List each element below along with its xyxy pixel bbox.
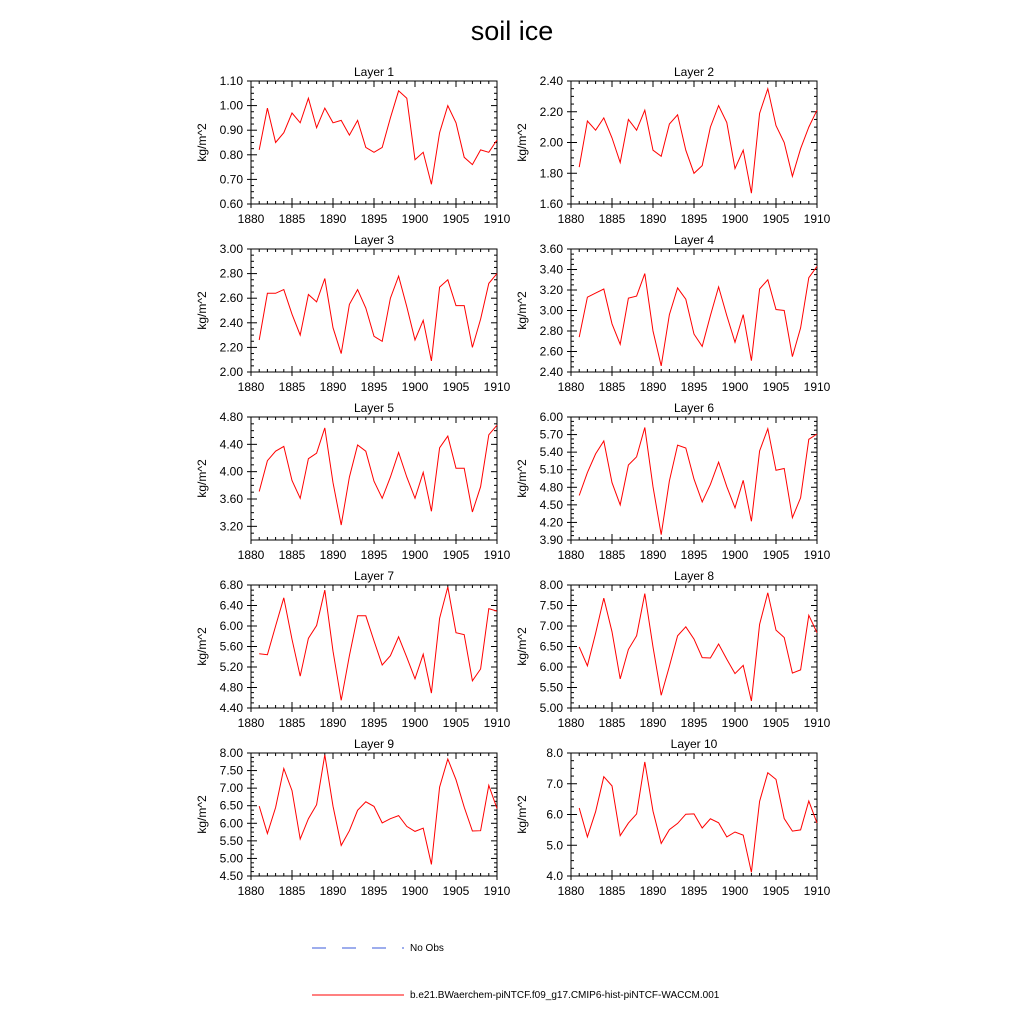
y-axis-label: kg/m^2 [515, 627, 529, 666]
y-tick-label: 2.20 [539, 104, 563, 119]
y-axis-label: kg/m^2 [195, 459, 209, 498]
panel-title: Layer 6 [673, 401, 715, 415]
y-tick-label: 6.50 [219, 798, 243, 813]
y-tick-label: 1.80 [539, 166, 563, 181]
x-tick-label: 1905 [762, 380, 790, 394]
x-tick-label: 1885 [598, 716, 626, 730]
y-tick-label: 5.00 [219, 851, 243, 866]
x-tick-label: 1880 [557, 716, 585, 730]
x-tick-label: 1885 [598, 548, 626, 562]
y-tick-label: 6.00 [539, 660, 563, 674]
x-tick-label: 1905 [762, 716, 790, 730]
x-tick-label: 1880 [557, 548, 585, 562]
y-tick-label: 3.00 [219, 242, 243, 256]
x-tick-label: 1905 [442, 548, 470, 562]
x-tick-label: 1910 [803, 884, 831, 898]
x-tick-label: 1880 [237, 548, 265, 562]
panel-title: Layer 1 [353, 65, 395, 79]
x-tick-label: 1895 [680, 380, 708, 394]
y-tick-label: 4.50 [539, 497, 563, 512]
x-tick-label: 1905 [762, 884, 790, 898]
y-tick-label: 8.00 [219, 746, 243, 760]
plot-frame [251, 417, 497, 540]
y-tick-label: 6.00 [219, 816, 243, 831]
y-axis-label: kg/m^2 [515, 291, 529, 330]
series-line [259, 91, 497, 185]
x-tick-label: 1900 [401, 716, 429, 730]
panel-title: Layer 7 [353, 569, 395, 583]
y-axis-label: kg/m^2 [195, 627, 209, 666]
series-line [579, 593, 817, 701]
series-line [259, 274, 497, 361]
series-line [259, 425, 497, 525]
x-tick-label: 1880 [237, 884, 265, 898]
series-line [579, 266, 817, 366]
x-tick-label: 1890 [319, 884, 347, 898]
y-tick-label: 0.70 [219, 172, 243, 187]
x-tick-label: 1900 [721, 548, 749, 562]
y-tick-label: 5.00 [539, 701, 563, 715]
y-tick-label: 7.50 [219, 763, 243, 778]
chart-panel-1 [195, 65, 511, 226]
x-tick-label: 1890 [639, 884, 667, 898]
plot-frame [571, 81, 817, 204]
series-line [579, 89, 817, 194]
y-tick-label: 2.60 [219, 291, 243, 306]
series-line [579, 428, 817, 535]
x-tick-label: 1880 [237, 716, 265, 730]
y-tick-label: 2.00 [539, 135, 563, 150]
y-tick-label: 3.20 [219, 519, 243, 534]
y-tick-label: 2.40 [539, 365, 563, 379]
y-tick-label: 4.40 [219, 437, 243, 452]
y-tick-label: 5.70 [539, 427, 563, 442]
x-tick-label: 1900 [401, 212, 429, 226]
x-tick-label: 1905 [442, 716, 470, 730]
x-tick-label: 1910 [483, 380, 511, 394]
series-line [259, 587, 497, 700]
x-tick-label: 1910 [483, 548, 511, 562]
x-tick-label: 1895 [360, 884, 388, 898]
y-tick-label: 4.80 [539, 480, 563, 495]
plot-frame [571, 585, 817, 708]
plot-frame [251, 753, 497, 876]
legend-model-label: b.e21.BWaerchem-piNTCF.f09_g17.CMIP6-hist-piNTCF-WACCM.001 [410, 990, 720, 1001]
x-tick-label: 1885 [278, 548, 306, 562]
y-tick-label: 4.40 [219, 701, 243, 715]
chart-panel-10 [515, 737, 831, 898]
y-tick-label: 5.0 [546, 838, 563, 853]
x-tick-label: 1900 [721, 212, 749, 226]
y-tick-label: 4.50 [219, 869, 243, 883]
figure-title: soil ice [470, 16, 554, 46]
x-tick-label: 1885 [598, 884, 626, 898]
y-tick-label: 5.40 [539, 445, 563, 460]
x-tick-label: 1890 [639, 212, 667, 226]
panel-title: Layer 5 [353, 401, 395, 415]
y-axis-label: kg/m^2 [195, 795, 209, 834]
x-tick-label: 1890 [639, 380, 667, 394]
x-tick-label: 1885 [598, 380, 626, 394]
chart-panel-8 [515, 569, 831, 730]
x-tick-label: 1905 [762, 212, 790, 226]
x-tick-label: 1900 [721, 716, 749, 730]
y-tick-label: 5.20 [219, 660, 243, 674]
panel-title: Layer 2 [673, 65, 715, 79]
y-tick-label: 2.40 [539, 74, 563, 88]
y-tick-label: 7.50 [539, 598, 563, 613]
plot-frame [251, 249, 497, 372]
x-tick-label: 1895 [680, 716, 708, 730]
x-tick-label: 1900 [721, 884, 749, 898]
x-tick-label: 1890 [319, 212, 347, 226]
y-tick-label: 6.00 [219, 619, 243, 633]
x-tick-label: 1885 [598, 212, 626, 226]
x-tick-label: 1895 [360, 212, 388, 226]
x-tick-label: 1905 [442, 380, 470, 394]
y-tick-label: 8.00 [539, 578, 563, 592]
y-tick-label: 4.00 [219, 464, 243, 479]
x-tick-label: 1890 [319, 548, 347, 562]
y-tick-label: 2.00 [219, 365, 243, 379]
y-axis-label: kg/m^2 [195, 123, 209, 162]
y-tick-label: 2.60 [539, 344, 563, 359]
x-tick-label: 1895 [680, 884, 708, 898]
x-tick-label: 1910 [803, 380, 831, 394]
x-tick-label: 1900 [721, 380, 749, 394]
x-tick-label: 1910 [483, 884, 511, 898]
y-tick-label: 3.40 [539, 262, 563, 277]
chart-panel-2 [515, 65, 831, 226]
x-tick-label: 1910 [803, 716, 831, 730]
x-tick-label: 1890 [319, 716, 347, 730]
x-tick-label: 1890 [639, 548, 667, 562]
x-tick-label: 1895 [680, 548, 708, 562]
y-tick-label: 0.80 [219, 147, 243, 162]
x-tick-label: 1890 [639, 716, 667, 730]
y-tick-label: 3.20 [539, 283, 563, 297]
series-line [259, 755, 497, 865]
x-tick-label: 1910 [803, 212, 831, 226]
chart-panel-5 [195, 401, 511, 562]
y-tick-label: 6.50 [539, 639, 563, 654]
x-tick-label: 1900 [401, 884, 429, 898]
y-tick-label: 4.20 [539, 515, 563, 530]
y-axis-label: kg/m^2 [195, 291, 209, 330]
x-tick-label: 1910 [803, 548, 831, 562]
series-line [579, 762, 817, 872]
x-tick-label: 1905 [442, 884, 470, 898]
y-tick-label: 5.50 [219, 833, 243, 848]
x-tick-label: 1905 [762, 548, 790, 562]
x-tick-label: 1895 [680, 212, 708, 226]
legend-obs-label: No Obs [410, 943, 444, 954]
chart-panel-3 [195, 233, 511, 394]
x-tick-label: 1880 [237, 380, 265, 394]
x-tick-label: 1905 [442, 212, 470, 226]
x-tick-label: 1880 [557, 380, 585, 394]
y-tick-label: 6.00 [539, 410, 563, 424]
y-tick-label: 7.00 [219, 781, 243, 796]
x-tick-label: 1880 [557, 884, 585, 898]
y-tick-label: 2.20 [219, 340, 243, 355]
chart-panel-4 [515, 233, 831, 394]
chart-panel-9 [195, 737, 511, 898]
y-tick-label: 4.0 [546, 869, 563, 883]
y-tick-label: 1.00 [219, 98, 243, 113]
panel-title: Layer 3 [353, 233, 395, 247]
y-tick-label: 8.0 [546, 746, 563, 760]
y-tick-label: 6.40 [219, 598, 243, 613]
x-tick-label: 1895 [360, 716, 388, 730]
y-tick-label: 5.50 [539, 680, 563, 695]
y-axis-label: kg/m^2 [515, 795, 529, 834]
y-tick-label: 5.60 [219, 639, 243, 654]
x-tick-label: 1910 [483, 212, 511, 226]
x-tick-label: 1880 [237, 212, 265, 226]
y-tick-label: 2.80 [539, 324, 563, 338]
panel-title: Layer 4 [673, 233, 715, 247]
panel-title: Layer 10 [670, 737, 718, 751]
x-tick-label: 1885 [278, 212, 306, 226]
y-tick-label: 2.80 [219, 266, 243, 281]
x-tick-label: 1895 [360, 548, 388, 562]
x-tick-label: 1895 [360, 380, 388, 394]
chart-panel-6 [515, 401, 831, 562]
y-tick-label: 0.60 [219, 197, 243, 211]
y-tick-label: 7.00 [539, 619, 563, 633]
y-tick-label: 4.80 [219, 410, 243, 424]
x-tick-label: 1910 [483, 716, 511, 730]
x-tick-label: 1885 [278, 380, 306, 394]
y-tick-label: 6.0 [546, 807, 563, 822]
y-tick-label: 0.90 [219, 123, 243, 138]
x-tick-label: 1890 [319, 380, 347, 394]
y-tick-label: 2.40 [219, 315, 243, 330]
y-tick-label: 4.80 [219, 680, 243, 695]
y-tick-label: 3.60 [219, 492, 243, 506]
y-tick-label: 6.80 [219, 578, 243, 592]
x-tick-label: 1885 [278, 716, 306, 730]
panel-title: Layer 8 [673, 569, 715, 583]
y-tick-label: 1.10 [219, 74, 243, 88]
y-axis-label: kg/m^2 [515, 459, 529, 498]
y-axis-label: kg/m^2 [515, 123, 529, 162]
chart-panels [195, 65, 831, 898]
x-tick-label: 1885 [278, 884, 306, 898]
plot-frame [251, 585, 497, 708]
x-tick-label: 1880 [557, 212, 585, 226]
x-tick-label: 1900 [401, 380, 429, 394]
panel-title: Layer 9 [353, 737, 395, 751]
x-tick-label: 1900 [401, 548, 429, 562]
y-tick-label: 3.90 [539, 533, 563, 547]
chart-panel-7 [195, 569, 511, 730]
y-tick-label: 5.10 [539, 462, 563, 477]
y-tick-label: 7.0 [546, 776, 563, 791]
y-tick-label: 3.60 [539, 242, 563, 256]
y-tick-label: 3.00 [539, 303, 563, 318]
plot-frame [251, 81, 497, 204]
y-tick-label: 1.60 [539, 197, 563, 211]
